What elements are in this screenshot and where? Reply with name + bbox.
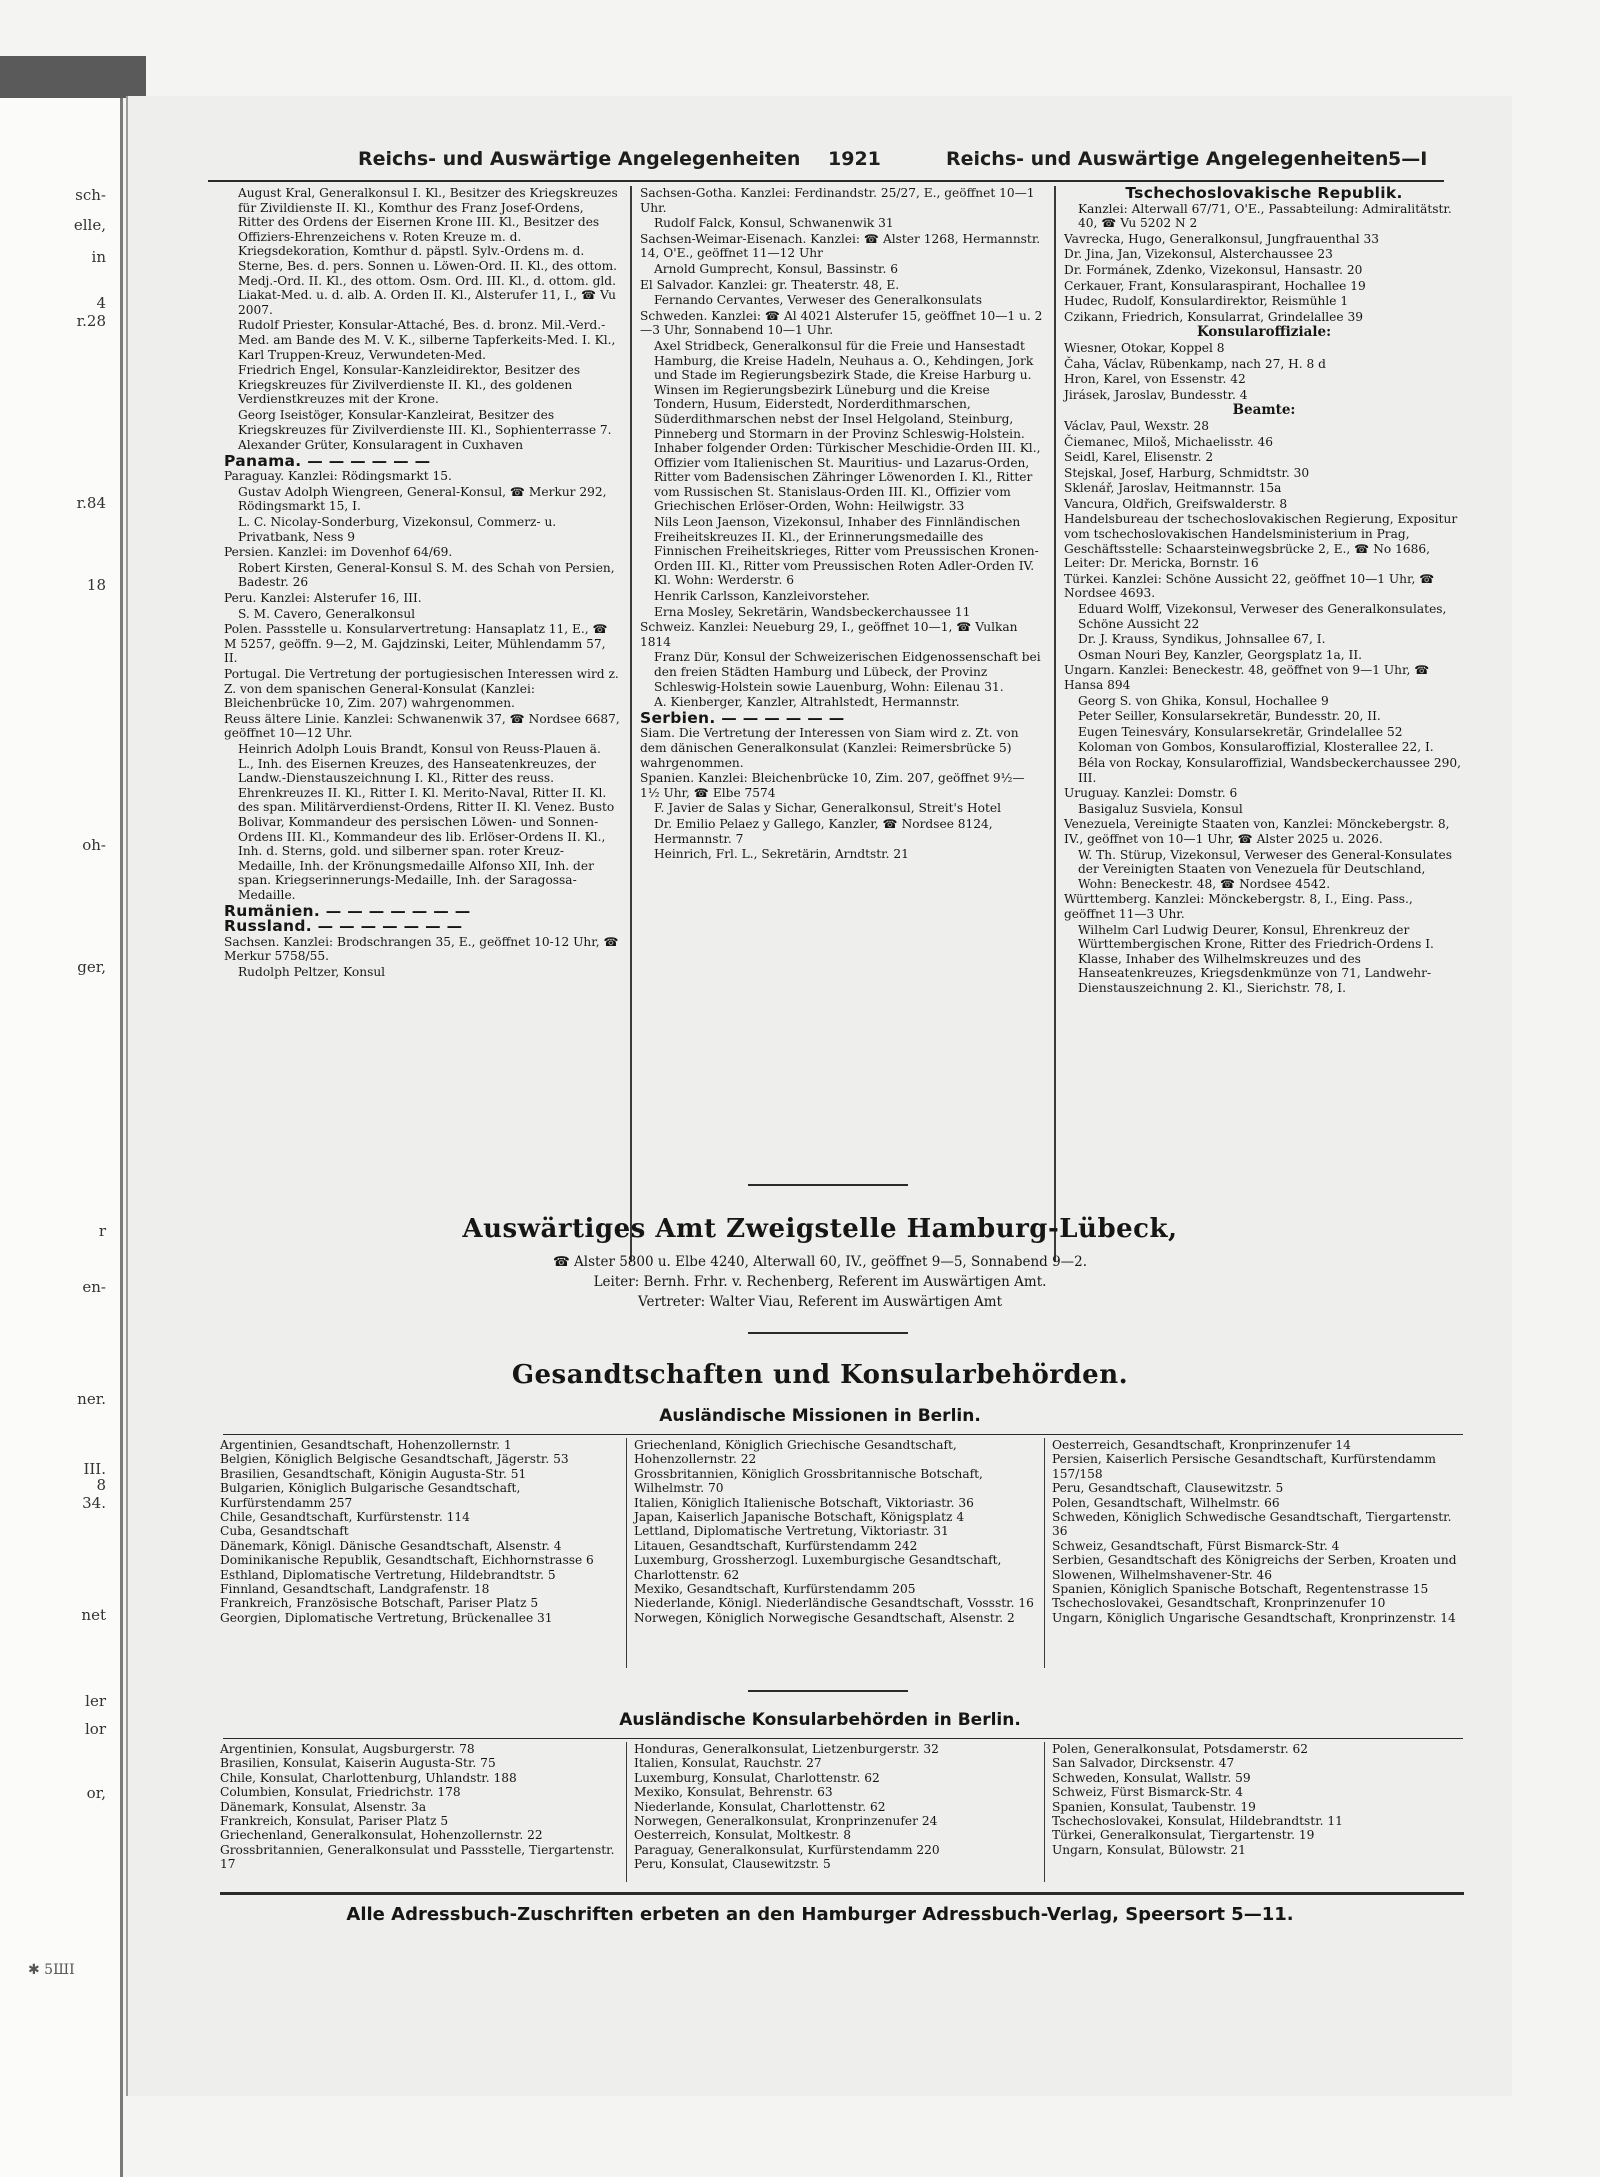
section-rule xyxy=(748,1690,908,1692)
header-right: Reichs- und Auswärtige Angelegenheiten xyxy=(946,148,1389,170)
header-left: Reichs- und Auswärtige Angelegenheiten xyxy=(358,148,801,170)
mission-entry: Litauen, Gesandtschaft, Kurfürstendamm 242 xyxy=(634,1538,918,1553)
entry: Vancura, Oldřich, Greifswalderstr. 8 xyxy=(1064,496,1288,511)
mission-entry: Oesterreich, Gesandtschaft, Kronprinzenufer 14 xyxy=(1052,1438,1351,1452)
country-entry: Sachsen. Kanzlei: Brodschrangen 35, E., geöffnet 10-12 Uhr, ☎ Merkur 5758/55. xyxy=(224,934,619,964)
consular-entry: Honduras, Generalkonsulat, Lietzenburgerstr. 32 xyxy=(634,1742,939,1756)
entry: Robert Kirsten, General-Konsul S. M. des Schah von Persien, Badestr. 26 xyxy=(238,560,615,590)
column-divider xyxy=(1054,186,1056,1262)
consular-entry: Brasilien, Konsulat, Kaiserin Augusta-Str. 75 xyxy=(220,1756,496,1771)
mission-entry: Frankreich, Französische Botschaft, Pariser Platz 5 xyxy=(220,1596,539,1611)
entry: Václav, Paul, Wexstr. 28 xyxy=(1064,418,1210,433)
consular-entry: Frankreich, Konsulat, Pariser Platz 5 xyxy=(220,1814,449,1829)
country-entry: Schweden. Kanzlei: ☎ Al 4021 Alsterufer 15, geöffnet 10—1 u. 2—3 Uhr, Sonnabend 10—1 Uhr. xyxy=(640,308,1043,338)
consular-entry: Dänemark, Konsulat, Alsenstr. 3a xyxy=(220,1799,427,1814)
entry: Arnold Gumprecht, Konsul, Bassinstr. 6 xyxy=(654,261,899,276)
consular-entry: Polen, Generalkonsulat, Potsdamerstr. 62 xyxy=(1052,1742,1308,1756)
consular-entry: San Salvador, Dircksenstr. 47 xyxy=(1052,1756,1235,1771)
margin-fragment: ler xyxy=(85,1692,106,1710)
consular-entry: Argentinien, Konsulat, Augsburgerstr. 78 xyxy=(220,1742,475,1756)
country-heading: Russland. — — — — — — — xyxy=(224,917,463,936)
mission-entry: Polen, Gesandtschaft, Wilhelmstr. 66 xyxy=(1052,1495,1280,1510)
mission-entry: Spanien, Königlich Spanische Botschaft, Regentenstrasse 15 xyxy=(1052,1582,1429,1597)
mission-entry: Peru, Gesandtschaft, Clausewitzstr. 5 xyxy=(1052,1481,1284,1496)
country-entry: Peru. Kanzlei: Alsterufer 16, III. xyxy=(224,591,422,606)
country-entry: Venezuela, Vereinigte Staaten von, Kanzlei: Mönckebergstr. 8, IV., geöffnet von 10—1 Uhr, ☎ Alster 2025 u. 2026. xyxy=(1064,817,1450,846)
country-entry: Polen. Passstelle u. Konsularvertretung: Hansaplatz 11, E., ☎ M 5257, geöffn. 9—2, M. Gajdzinski, Leiter, Mühlendamm 57, II. xyxy=(224,622,608,666)
country-entry: Württemberg. Kanzlei: Mönckebergstr. 8, I., Eing. Pass., geöffnet 11—3 Uhr. xyxy=(1064,892,1413,921)
consular-entry: Ungarn, Konsulat, Bülowstr. 21 xyxy=(1052,1842,1246,1857)
entry: Gustav Adolph Wiengreen, General-Konsul, ☎ Merkur 292, Rödingsmarkt 15, I. xyxy=(238,484,607,514)
country-heading: Serbien. — — — — — — xyxy=(640,708,845,727)
entry: Čaha, Václav, Rübenkamp, nach 27, H. 8 d xyxy=(1064,356,1326,371)
country-entry: Schweiz. Kanzlei: Neueburg 29, I., geöffnet 10—1, ☎ Vulkan 1814 xyxy=(640,620,1018,649)
country-entry: Ungarn. Kanzlei: Beneckestr. 48, geöffnet von 9—1 Uhr, ☎ Hansa 894 xyxy=(1064,663,1430,692)
margin-fragment: sch- xyxy=(75,186,106,204)
mission-entry: Luxemburg, Grossherzogl. Luxemburgische Gesandtschaft, Charlottenstr. 62 xyxy=(634,1553,1002,1582)
missions-title: Ausländische Missionen in Berlin. xyxy=(659,1406,981,1426)
mission-entry: Italien, Königlich Italienische Botschaft, Viktoriastr. 36 xyxy=(634,1495,974,1510)
consular-entry: Türkei, Generalkonsulat, Tiergartenstr. 19 xyxy=(1052,1828,1315,1843)
entry: Czikann, Friedrich, Konsularrat, Grindelallee 39 xyxy=(1064,309,1363,324)
margin-fragment: en- xyxy=(82,1278,106,1296)
previous-page-margin xyxy=(0,98,123,2177)
entry: Eduard Wolff, Vizekonsul, Verweser des Generalkonsulates, Schöne Aussicht 22 xyxy=(1078,602,1447,631)
column-1 xyxy=(224,186,620,979)
mission-entry: Chile, Gesandtschaft, Kurfürstenstr. 114 xyxy=(220,1510,470,1525)
country-heading: Tschechoslovakische Republik. xyxy=(1125,184,1403,202)
column-divider xyxy=(626,1742,627,1882)
margin-fragment: 8 xyxy=(96,1476,106,1494)
mission-entry: Brasilien, Gesandtschaft, Königin Augusta-Str. 51 xyxy=(220,1466,527,1481)
header-year: 1921 xyxy=(828,148,881,170)
table-rule xyxy=(223,1434,1463,1435)
entry: Fernando Cervantes, Verweser des Generalkonsulats xyxy=(654,293,982,308)
margin-fragment: in xyxy=(91,248,106,266)
margin-fragment: III. xyxy=(83,1460,106,1478)
consular-entry: Chile, Konsulat, Charlottenburg, Uhlandstr. 188 xyxy=(220,1770,517,1785)
entry: Henrik Carlsson, Kanzleivorsteher. xyxy=(654,589,870,604)
entry: Osman Nouri Bey, Kanzler, Georgsplatz 1a, II. xyxy=(1078,647,1363,662)
entry: Wilhelm Carl Ludwig Deurer, Konsul, Ehrenkreuz der Württembergischen Krone, Ritter des Friedrich-Ordens I. Klasse, Inhaber des Wilhelmskreuzes und des Hanseatenkreuzes, Kriegsdenkmünze von 71, Landwehr-Dienstauszeichnung 2. Kl., Sierichstr. 78, I. xyxy=(1078,922,1434,995)
consular-entry: Italien, Konsulat, Rauchstr. 27 xyxy=(634,1756,822,1771)
consular-entry: Luxemburg, Konsulat, Charlottenstr. 62 xyxy=(634,1770,880,1785)
country-heading: Panama. — — — — — — xyxy=(224,451,431,470)
entry: L. C. Nicolay-Sonderburg, Vizekonsul, Commerz- u. Privatbank, Ness 9 xyxy=(238,515,557,544)
table-rule xyxy=(223,1738,1463,1739)
entry: Basigaluz Susviela, Konsul xyxy=(1078,801,1243,816)
margin-fragment: 34. xyxy=(82,1494,106,1512)
consular-column-1 xyxy=(220,1742,616,1872)
zweigstelle-line: Vertreter: Walter Viau, Referent im Auswärtigen Amt xyxy=(637,1294,1003,1310)
entry: Alexander Grüter, Konsularagent in Cuxhaven xyxy=(238,438,524,453)
gesandtschaften-title: Gesandtschaften und Konsularbehörden. xyxy=(511,1360,1129,1390)
entry: Stejskal, Josef, Harburg, Schmidtstr. 30 xyxy=(1064,465,1310,480)
entry: Wiesner, Otokar, Koppel 8 xyxy=(1064,340,1225,355)
entry: Hudec, Rudolf, Konsulardirektor, Reismühle 1 xyxy=(1064,294,1349,309)
mission-entry: Dänemark, Königl. Dänische Gesandtschaft, Alsenstr. 4 xyxy=(220,1538,562,1553)
consular-title: Ausländische Konsularbehörden in Berlin. xyxy=(619,1710,1021,1730)
entry: Friedrich Engel, Konsular-Kanzleidirektor, Besitzer des Kriegskreuzes für Zivilverdienste II. Kl., des goldenen Verdienstkreuzes mit der Krone. xyxy=(238,363,581,407)
country-entry: Reuss ältere Linie. Kanzlei: Schwanenwik 37, ☎ Nordsee 6687, geöffnet 10—12 Uhr. xyxy=(224,711,620,741)
country-entry: Türkei. Kanzlei: Schöne Aussicht 22, geöffnet 10—1 Uhr, ☎ Nordsee 4693. xyxy=(1064,571,1435,601)
mission-entry: Griechenland, Königlich Griechische Gesandtschaft, Hohenzollernstr. 22 xyxy=(634,1438,957,1467)
entry: S. M. Cavero, Generalkonsul xyxy=(238,606,416,621)
section-rule xyxy=(748,1184,908,1186)
mission-entry: Georgien, Diplomatische Vertretung, Brückenallee 31 xyxy=(220,1610,553,1625)
mission-entry: Japan, Kaiserlich Japanische Botschaft, Königsplatz 4 xyxy=(634,1510,965,1525)
scan-edge-bar xyxy=(0,56,146,98)
entry: Dr. Formánek, Zdenko, Vizekonsul, Hansastr. 20 xyxy=(1064,262,1363,277)
margin-fragment: r xyxy=(98,1222,106,1240)
mission-entry: Ungarn, Königlich Ungarische Gesandtschaft, Kronprinzenstr. 14 xyxy=(1052,1610,1456,1625)
country-entry: Spanien. Kanzlei: Bleichenbrücke 10, Zim. 207, geöffnet 9½—1½ Uhr, ☎ Elbe 7574 xyxy=(640,771,1025,800)
country-entry: Siam. Die Vertretung der Interessen von Siam wird z. Zt. von dem dänischen Generalkonsulat (Kanzlei: Reimersbrücke 5) wahrgenommen. xyxy=(640,726,1019,770)
country-entry: Portugal. Die Vertretung der portugiesischen Interessen wird z. Z. von dem spanischen General-Konsulat (Kanzlei: Bleichenbrücke 10, Zim. 207) wahrgenommen. xyxy=(224,667,619,711)
mission-entry: Persien, Kaiserlich Persische Gesandtschaft, Kurfürstendamm 157/158 xyxy=(1052,1452,1436,1481)
margin-fragment: ger, xyxy=(77,958,106,976)
column-divider xyxy=(630,186,632,1262)
consular-entry: Schweden, Konsulat, Wallstr. 59 xyxy=(1052,1770,1251,1785)
entry: Peter Seiller, Konsularsekretär, Bundesstr. 20, II. xyxy=(1078,709,1381,724)
entry: August Kral, Generalkonsul I. Kl., Besitzer des Kriegskreuzes für Zivildienste II. Kl., Komthur des Franz Josef-Ordens, Ritter des Ordens der Eisernen Krone III. Kl., Besitzer des Offiziers-Ehrenzeichens v. Roten Kreuze m. d. Kriegsdekoration, Komthur d. päpstl. Sylv.-Ordens m. d. Sterne, Bes. d. pers. Sonnen u. Löwen-Ord. II. Kl., des ottom. Medj.-Ord. II. Kl., des ottom. Osm. Ord. III. Kl., d. ottom. gld. Liakat-Med. u. d. alb. A. Orden II. Kl., Alsterufer 11, I., ☎ Vu 2007. xyxy=(238,186,618,317)
entry: Sklenář, Jaroslav, Heitmannstr. 15a xyxy=(1064,481,1282,496)
country-heading: Rumänien. — — — — — — — xyxy=(224,901,471,920)
consular-entry: Norwegen, Generalkonsulat, Kronprinzenufer 24 xyxy=(634,1814,938,1829)
column-divider xyxy=(1044,1742,1045,1882)
entry: Cerkauer, Frant, Konsularaspirant, Hochallee 19 xyxy=(1064,278,1366,293)
margin-fragment: elle, xyxy=(73,216,106,234)
country-entry: Sachsen-Weimar-Eisenach. Kanzlei: ☎ Alster 1268, Hermannstr. 14, O'E., geöffnet 11—12 Uhr xyxy=(640,231,1041,261)
entry: Kanzlei: Alterwall 67/71, O'E., Passabteilung: Admiralitätstr. 40, ☎ Vu 5202 N 2 xyxy=(1078,201,1452,231)
entry: Rudolf Priester, Konsular-Attaché, Bes. d. bronz. Mil.-Verd.-Med. am Bande des M. V. K., silberne Tapferkeits-Med. I. Kl., Karl Truppen-Kreuz, Verwundeten-Med. xyxy=(238,318,616,362)
margin-fragment: oh- xyxy=(82,836,106,854)
entry: Čiemanec, Miloš, Michaelisstr. 46 xyxy=(1064,434,1273,449)
consular-column-3 xyxy=(1052,1742,1464,1857)
country-entry: Sachsen-Gotha. Kanzlei: Ferdinandstr. 25/27, E., geöffnet 10—1 Uhr. xyxy=(640,186,1035,215)
consular-entry: Peru, Konsulat, Clausewitzstr. 5 xyxy=(634,1857,831,1872)
entry: Heinrich Adolph Louis Brandt, Konsul von Reuss-Plauen ä. L., Inh. des Eisernen Kreuzes, des Hanseatenkreuzes, der Landw.-Dienstauszeichnung I. Kl., Ritter des reuss. Ehrenkreuzes II. Kl., Ritter I. Kl. Merito-Naval, Ritter II. Kl. des span. Militärverdienst-Ordens, Ritter II. Kl. Venez. Busto Bolivar, Kommandeur des persischen Löwen- und Sonnen-Ordens III. Kl., Kommandeur des lib. Erlöser-Ordens II. Kl., Inh. d. Sterns, gold. und silberner span. roter Kreuz-Medaille, Inh. der Krönungsmedaille Alfonso XII, Inh. der span. Kriegserinnerungs-Medaille, Inh. der Saragossa-Medaille. xyxy=(238,741,615,902)
mission-entry: Bulgarien, Königlich Bulgarische Gesandtschaft, Kurfürstendamm 257 xyxy=(220,1481,521,1510)
entry: Axel Stridbeck, Generalkonsul für die Freie und Hansestadt Hamburg, die Kreise Hadeln, Neuhaus a. O., Kehdingen, Jork und Stade im Regierungsbezirk Stade, die Kreise Harburg u. Winsen im Regierungsbezirk Lüneburg und die Kreise Tondern, Husum, Eiderstedt, Norderdithmarschen, Süderdithmarschen nebst der Insel Helgoland, Steinburg, Pinneberg und Stormarn in der Provinz Schleswig-Holstein. Inhaber folgender Orden: Türkischer Meschidie-Orden III. Kl., Offizier vom Italienischen St. Mauritius- und Lazarus-Orden, Ritter vom Badensischen Zähringer Löwenorden I. Kl., Ritter vom Russischen St. Stanislaus-Orden III. Kl., Offizier vom Griechischen Erlöser-Orden, Wohn: Heilwigstr. 33 xyxy=(654,338,1041,514)
margin-fragment: 18 xyxy=(86,576,106,594)
mission-entry: Tschechoslovakei, Gesandtschaft, Kronprinzenufer 10 xyxy=(1052,1596,1386,1611)
entry: Dr. Emilio Pelaez y Gallego, Kanzler, ☎ Nordsee 8124, Hermannstr. 7 xyxy=(654,816,993,846)
entry: Franz Dür, Konsul der Schweizerischen Eidgenossenschaft bei den freien Städten Hamburg und Lübeck, der Provinz Schleswig-Holstein sowie Lauenburg, Wohn: Eilenau 31. xyxy=(654,650,1041,694)
entry: F. Javier de Salas y Sichar, Generalkonsul, Streit's Hotel xyxy=(654,801,1001,816)
consular-entry: Paraguay, Generalkonsulat, Kurfürstendamm 220 xyxy=(634,1842,940,1857)
entry: Georg S. von Ghika, Konsul, Hochallee 9 xyxy=(1078,693,1329,708)
margin-fragment: net xyxy=(81,1606,106,1624)
country-entry: Persien. Kanzlei: im Dovenhof 64/69. xyxy=(224,545,453,560)
mission-entry: Serbien, Gesandtschaft des Königreichs der Serben, Kroaten und Slowenen, Wilhelmshavener-Str. 46 xyxy=(1052,1553,1457,1582)
footer-rule xyxy=(220,1892,1464,1895)
section-rule xyxy=(748,1332,908,1334)
mission-entry: Niederlande, Königl. Niederländische Gesandtschaft, Vossstr. 16 xyxy=(634,1596,1034,1611)
entry: W. Th. Stürup, Vizekonsul, Verweser des General-Konsulates der Vereinigten Staaten von Venezuela für Deutschland, Wohn: Beneckestr. 48, ☎ Nordsee 4542. xyxy=(1078,847,1453,891)
entry: Nils Leon Jaenson, Vizekonsul, Inhaber des Finnländischen Freiheitskreuzes II. Kl., der Erinnerungsmedaille des Finnischen Freiheitskrieges, Ritter vom Preussischen Kronen-Orden III. Kl., Ritter vom Preussischen Roten Adler-Orden IV. Kl. Wohn: Werderstr. 6 xyxy=(654,515,1039,588)
missions-column-1 xyxy=(220,1438,616,1625)
mission-entry: Finnland, Gesandtschaft, Landgrafenstr. 18 xyxy=(220,1582,490,1597)
mission-entry: Belgien, Königlich Belgische Gesandtschaft, Jägerstr. 53 xyxy=(220,1452,569,1467)
margin-fragment: ner. xyxy=(77,1390,106,1408)
entry: Hron, Karel, von Essenstr. 42 xyxy=(1064,372,1246,387)
consular-entry: Schweiz, Fürst Bismarck-Str. 4 xyxy=(1052,1785,1243,1800)
entry: Béla von Rockay, Konsularoffizial, Wandsbeckerchaussee 290, III. xyxy=(1078,755,1461,785)
mission-entry: Cuba, Gesandtschaft xyxy=(220,1524,349,1539)
consular-entry: Mexiko, Konsulat, Behrenstr. 63 xyxy=(634,1785,833,1800)
zweigstelle-line: Leiter: Bernh. Frhr. v. Rechenberg, Referent im Auswärtigen Amt. xyxy=(593,1274,1047,1290)
mission-entry: Esthland, Diplomatische Vertretung, Hildebrandtstr. 5 xyxy=(220,1567,556,1582)
country-entry: Uruguay. Kanzlei: Domstr. 6 xyxy=(1064,786,1238,801)
consular-column-2 xyxy=(634,1742,1034,1872)
consular-entry: Columbien, Konsulat, Friedrichstr. 178 xyxy=(220,1785,461,1800)
mission-entry: Lettland, Diplomatische Vertretung, Viktoriastr. 31 xyxy=(634,1524,949,1539)
consular-entry: Spanien, Konsulat, Taubenstr. 19 xyxy=(1052,1799,1256,1814)
entry: Vavrecka, Hugo, Generalkonsul, Jungfrauenthal 33 xyxy=(1064,231,1379,246)
margin-fragment: lor xyxy=(85,1720,106,1738)
column-3 xyxy=(1064,186,1464,995)
mission-entry: Mexiko, Gesandtschaft, Kurfürstendamm 205 xyxy=(634,1582,916,1597)
subheading: Beamte: xyxy=(1232,402,1296,419)
entry: Koloman von Gombos, Konsularoffizial, Klosterallee 22, I. xyxy=(1078,740,1434,755)
scan-stamp: ✱ 5ШI xyxy=(28,1962,75,1978)
mission-entry: Dominikanische Republik, Gesandtschaft, Eichhornstrasse 6 xyxy=(220,1553,594,1568)
mission-entry: Norwegen, Königlich Norwegische Gesandtschaft, Alsenstr. 2 xyxy=(634,1610,1015,1625)
country-entry: Paraguay. Kanzlei: Rödingsmarkt 15. xyxy=(224,469,452,484)
margin-fragment: r.84 xyxy=(76,494,106,512)
mission-entry: Schweiz, Gesandtschaft, Fürst Bismarck-Str. 4 xyxy=(1052,1538,1340,1553)
country-entry: El Salvador. Kanzlei: gr. Theaterstr. 48, E. xyxy=(640,277,900,292)
consular-entry: Griechenland, Generalkonsulat, Hohenzollernstr. 22 xyxy=(220,1828,543,1843)
entry: Rudolf Falck, Konsul, Schwanenwik 31 xyxy=(654,216,894,231)
consular-entry: Oesterreich, Konsulat, Moltkestr. 8 xyxy=(634,1828,851,1843)
country-entry: Handelsbureau der tschechoslovakischen Regierung, Expositur vom tschechoslovakischen Handelsministerium in Prag, Geschäftsstelle: Schaarsteinwegsbrücke 2, E., ☎ No 1686, Leiter: Dr. Mericka, Bornstr. 16 xyxy=(1064,512,1458,571)
consular-entry: Niederlande, Konsulat, Charlottenstr. 62 xyxy=(634,1799,886,1814)
entry: Heinrich, Frl. L., Sekretärin, Arndtstr. 21 xyxy=(654,847,909,862)
consular-entry: Tschechoslovakei, Konsulat, Hildebrandtstr. 11 xyxy=(1052,1814,1343,1829)
mission-entry: Schweden, Königlich Schwedische Gesandtschaft, Tiergartenstr. 36 xyxy=(1052,1510,1452,1539)
mission-entry: Argentinien, Gesandtschaft, Hohenzollernstr. 1 xyxy=(220,1438,512,1452)
column-divider xyxy=(1044,1438,1045,1668)
entry: Seidl, Karel, Elisenstr. 2 xyxy=(1064,450,1214,465)
directory-page xyxy=(126,96,1512,2096)
entry: A. Kienberger, Kanzler, Altrahlstedt, Hermannstr. xyxy=(654,695,960,710)
missions-column-2 xyxy=(634,1438,1034,1625)
column-2 xyxy=(640,186,1044,862)
entry: Eugen Teinesváry, Konsularsekretär, Grindelallee 52 xyxy=(1078,724,1403,739)
entry: Jirásek, Jaroslav, Bundesstr. 4 xyxy=(1064,387,1248,402)
margin-fragment: r.28 xyxy=(76,312,106,330)
entry: Dr. J. Krauss, Syndikus, Johnsallee 67, I. xyxy=(1078,632,1326,647)
running-header xyxy=(128,148,1512,178)
header-rule xyxy=(208,180,1444,182)
mission-entry: Grossbritannien, Königlich Grossbritannische Botschaft, Wilhelmstr. 70 xyxy=(634,1466,983,1496)
entry: Erna Mosley, Sekretärin, Wandsbeckerchaussee 11 xyxy=(654,604,971,619)
page-number: 5—I xyxy=(1388,148,1428,170)
margin-fragment: or, xyxy=(86,1784,106,1802)
zweigstelle-line: ☎ Alster 5800 u. Elbe 4240, Alterwall 60, IV., geöffnet 9—5, Sonnabend 9—2. xyxy=(552,1254,1088,1270)
subheading: Konsularoffiziale: xyxy=(1196,324,1332,341)
margin-fragment: 4 xyxy=(96,294,106,312)
column-divider xyxy=(626,1438,627,1668)
entry: Georg Iseistöger, Konsular-Kanzleirat, Besitzer des Kriegskreuzes für Zivilverdienste III. Kl., Sophienterrasse 7. xyxy=(238,407,612,437)
entry: Rudolph Peltzer, Konsul xyxy=(238,964,386,979)
publisher-footer: Alle Adressbuch-Zuschriften erbeten an den Hamburger Adressbuch-Verlag, Speersort 5—11. xyxy=(346,1904,1294,1925)
consular-entry: Grossbritannien, Generalkonsulat und Passstelle, Tiergartenstr. 17 xyxy=(220,1842,615,1872)
zweigstelle-title: Auswärtiges Amt Zweigstelle Hamburg-Lübeck, xyxy=(462,1214,1178,1244)
entry: Dr. Jina, Jan, Vizekonsul, Alsterchaussee 23 xyxy=(1064,247,1333,262)
missions-column-3 xyxy=(1052,1438,1464,1625)
